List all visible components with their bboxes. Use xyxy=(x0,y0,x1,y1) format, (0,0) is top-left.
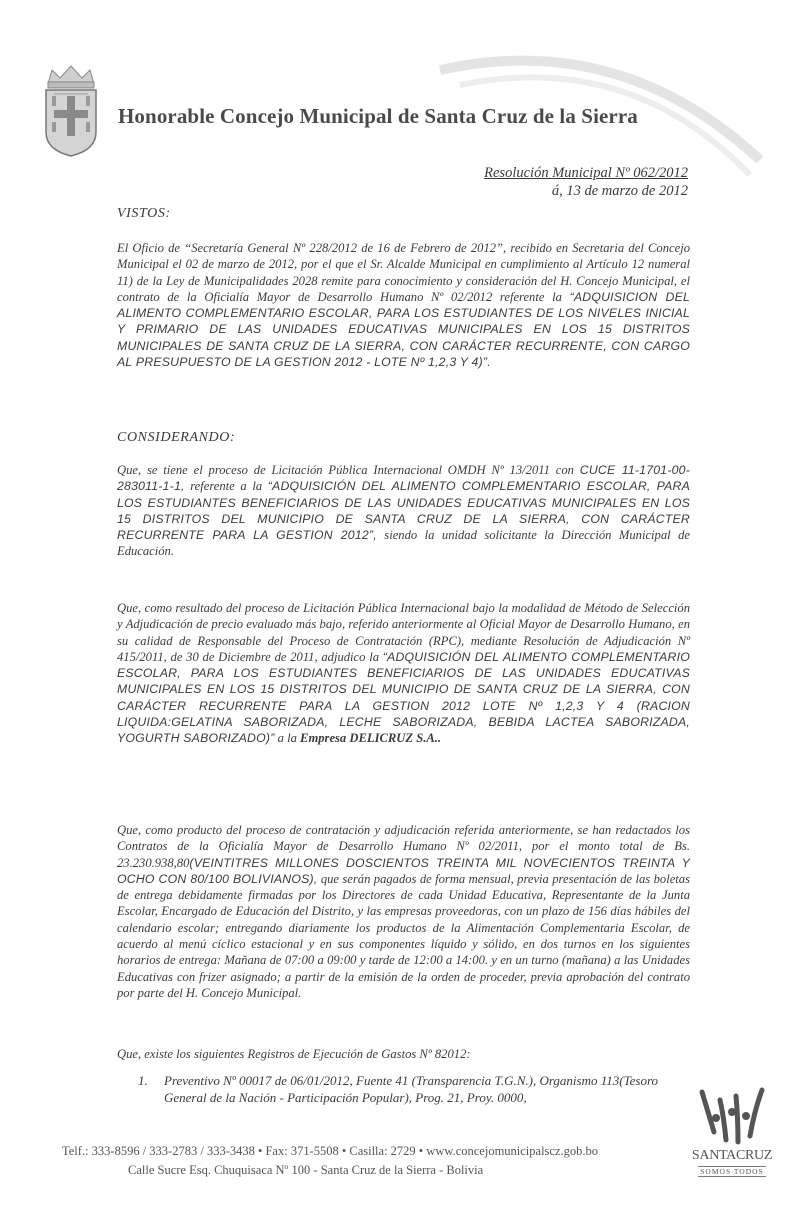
vistos-text: El Oficio de “Secretaría General Nº 228/2012 de 16 de Febrero de 2012”, recibido en Secretaria del Concejo Municipal el 02 de marzo de 2012, por el que el Sr. Alcalde Municipal en cumplimiento al Artículo 12 numeral 11) de la Ley de Municipalidades 2028 remite para conocimiento y consideración del H. Concejo Municipal, el contrato de la Oficialía Mayor de Desarrollo Humano Nº 02/2012 referente la xyxy=(117,241,690,304)
logo-tagline: SOMOS TODOS xyxy=(698,1166,766,1177)
decorative-swoosh xyxy=(420,40,780,180)
tender-title: “ADQUISICIÓN DEL ALIMENTO COMPLEMENTARIO ESCOLAR, PARA LOS ESTUDIANTES BENEFICIARIOS DE LAS UNIDADES EDUCATIVAS MUNICIPALES EN LOS 15 DISTRITOS DEL MUNICIPIO DE SANTA CRUZ DE LA SIERRA, CON CARÁCTER RECURRENTE PARA LA GESTION 2012”, xyxy=(117,479,690,543)
vistos-contract-title: “ADQUISICION DEL ALIMENTO COMPLEMENTARIO ESCOLAR, PARA LOS ESTUDIANTES DE LOS NIVELES INICIAL Y PRIMARIO DE LAS UNIDADES EDUCATIVAS MUNICIPALES EN LOS 15 DISTRITOS MUNICIPALES DE SANTA CRUZ DE LA SIERRA, CON CARÁCTER RECURRENTE, CON CARGO AL PRESUPUESTO DE LA GESTION 2012 - LOTE Nº 1,2,3 Y 4)”. xyxy=(117,289,691,370)
considerando-paragraph-1 xyxy=(117,462,690,560)
cuce-code: CUCE 11-1701-00-283011-1-1, xyxy=(117,463,690,494)
vistos-heading: VISTOS: xyxy=(117,206,171,221)
amount-in-words: (VEINTITRES MILLONES DOSCIENTOS TREINTA MIL NOVECIENTOS TREINTA Y OCHO CON 80/100 BOLIVIANOS), xyxy=(117,855,690,886)
santa-cruz-logo xyxy=(690,1082,774,1182)
considerando-2-plain: a la xyxy=(274,731,301,746)
vistos-paragraph xyxy=(117,240,690,370)
list-item xyxy=(140,1072,700,1106)
coat-of-arms-emblem xyxy=(40,62,102,158)
logo-brand-text: SANTACRUZ xyxy=(691,1148,773,1163)
footer-address-line: Calle Sucre Esq. Chuquisaca Nº 100 - Santa Cruz de la Sierra - Bolivia xyxy=(128,1163,484,1177)
resolution-block xyxy=(484,164,688,200)
considerando-1-mid: referente a la xyxy=(184,479,268,494)
adjudication-title: “ADQUISICIÓN DEL ALIMENTO COMPLEMENTARIO ESCOLAR, PARA LOS ESTUDIANTES BENEFICIARIOS DE LAS UNIDADES EDUCATIVAS MUNICIPALES EN LOS 15 DISTRITOS DEL MUNICIPIO DE SANTA CRUZ DE LA SIERRA, CON CARÁCTER RECURRENTE PARA LA GESTION 2012 LOTE Nº 1,2,3 Y 4 (RACION LIQUIDA:GELATINA SABORIZADA, LECHE SABORIZADA, BEBIDA LACTEA SABORIZADA, YOGURTH SABORIZADO)” xyxy=(117,649,690,746)
council-name: Honorable Concejo Municipal de Santa Cruz de la Sierra xyxy=(118,104,638,128)
footer-contact-line: Telf.: 333-8596 / 333-2783 / 333-3438 • Fax: 371-5508 • Casilla: 2729 • www.concejomunicipalscz.gob.bo xyxy=(62,1144,599,1158)
considerando-paragraph-3 xyxy=(117,822,690,1001)
considerando-3-text: Que, como producto del proceso de contratación y adjudicación referida anteriormente, se han redactados los Contratos de la Oficialía Mayor de Desarrollo Humano Nº 02/2011, por el monto total de Bs. 23.230.938,80 xyxy=(117,823,690,870)
considerando-2-text: Que, como resultado del proceso de Licitación Pública Internacional bajo la modalidad de Método de Selección y Adjudicación de precio evaluado más bajo, referido anteriormente al Oficial Mayor de Desarrollo Humano, en su calidad de Responsable del Proceso de Contratación (RPC), mediante Resolución de Adjudicación Nº 415/2011, de 30 de Diciembre de 2011, adjudico la xyxy=(117,601,690,664)
list-item-text: Preventivo Nº 00017 de 06/01/2012, Fuente 41 (Transparencia T.G.N.), Organismo 113(Tesoro General de la Nación - Participación Popular), Prog. 21, Proy. 0000, xyxy=(164,1073,659,1105)
considerando-heading: CONSIDERANDO: xyxy=(117,430,236,445)
considerando-paragraph-2 xyxy=(117,600,690,747)
people-figures-icon xyxy=(690,1082,774,1148)
considerando-paragraph-4: Que, existe los siguientes Registros de Ejecución de Gastos Nº 82012: xyxy=(117,1047,471,1061)
considerando-1-end: siendo la unidad solicitante la Dirección Municipal de Educación. xyxy=(117,528,691,559)
considerando-3-end: que serán pagados de forma mensual, previa presentación de las boletas de entrega debidamente firmadas por los Directores de cada Unidad Educativa, Representante de la Junta Escolar, Encargado de Educación del Distrito, y las empresas proveedoras, con un plazo de 156 días hábiles del calendario escolar; entregando diariamente los productos de la Alimentación Complementaria Escolar, de acuerdo al menú cíclico estacional y en sus componentes líquido y sólido, en dos turnos en los siguientes horarios de entrega: Mañana de 07:00 a 09:00 y tarde de 12:00 a 14:00. y en un turno (mañana) a las Unidades Educativas con frizer asignado; a partir de la emisión de la orden de proceder, previa aprobación del contrato por parte del H. Concejo Municipal. xyxy=(117,871,690,1000)
company-name: Empresa DELICRUZ S.A.. xyxy=(300,731,442,746)
list-item-marker: 1. xyxy=(138,1073,148,1088)
considerando-1-text: Que, se tiene el proceso de Licitación Pública Internacional OMDH Nº 13/2011 con xyxy=(117,463,580,477)
resolution-date: á, 13 de marzo de 2012 xyxy=(551,183,688,199)
resolution-number: Resolución Municipal Nº 062/2012 xyxy=(484,165,688,181)
